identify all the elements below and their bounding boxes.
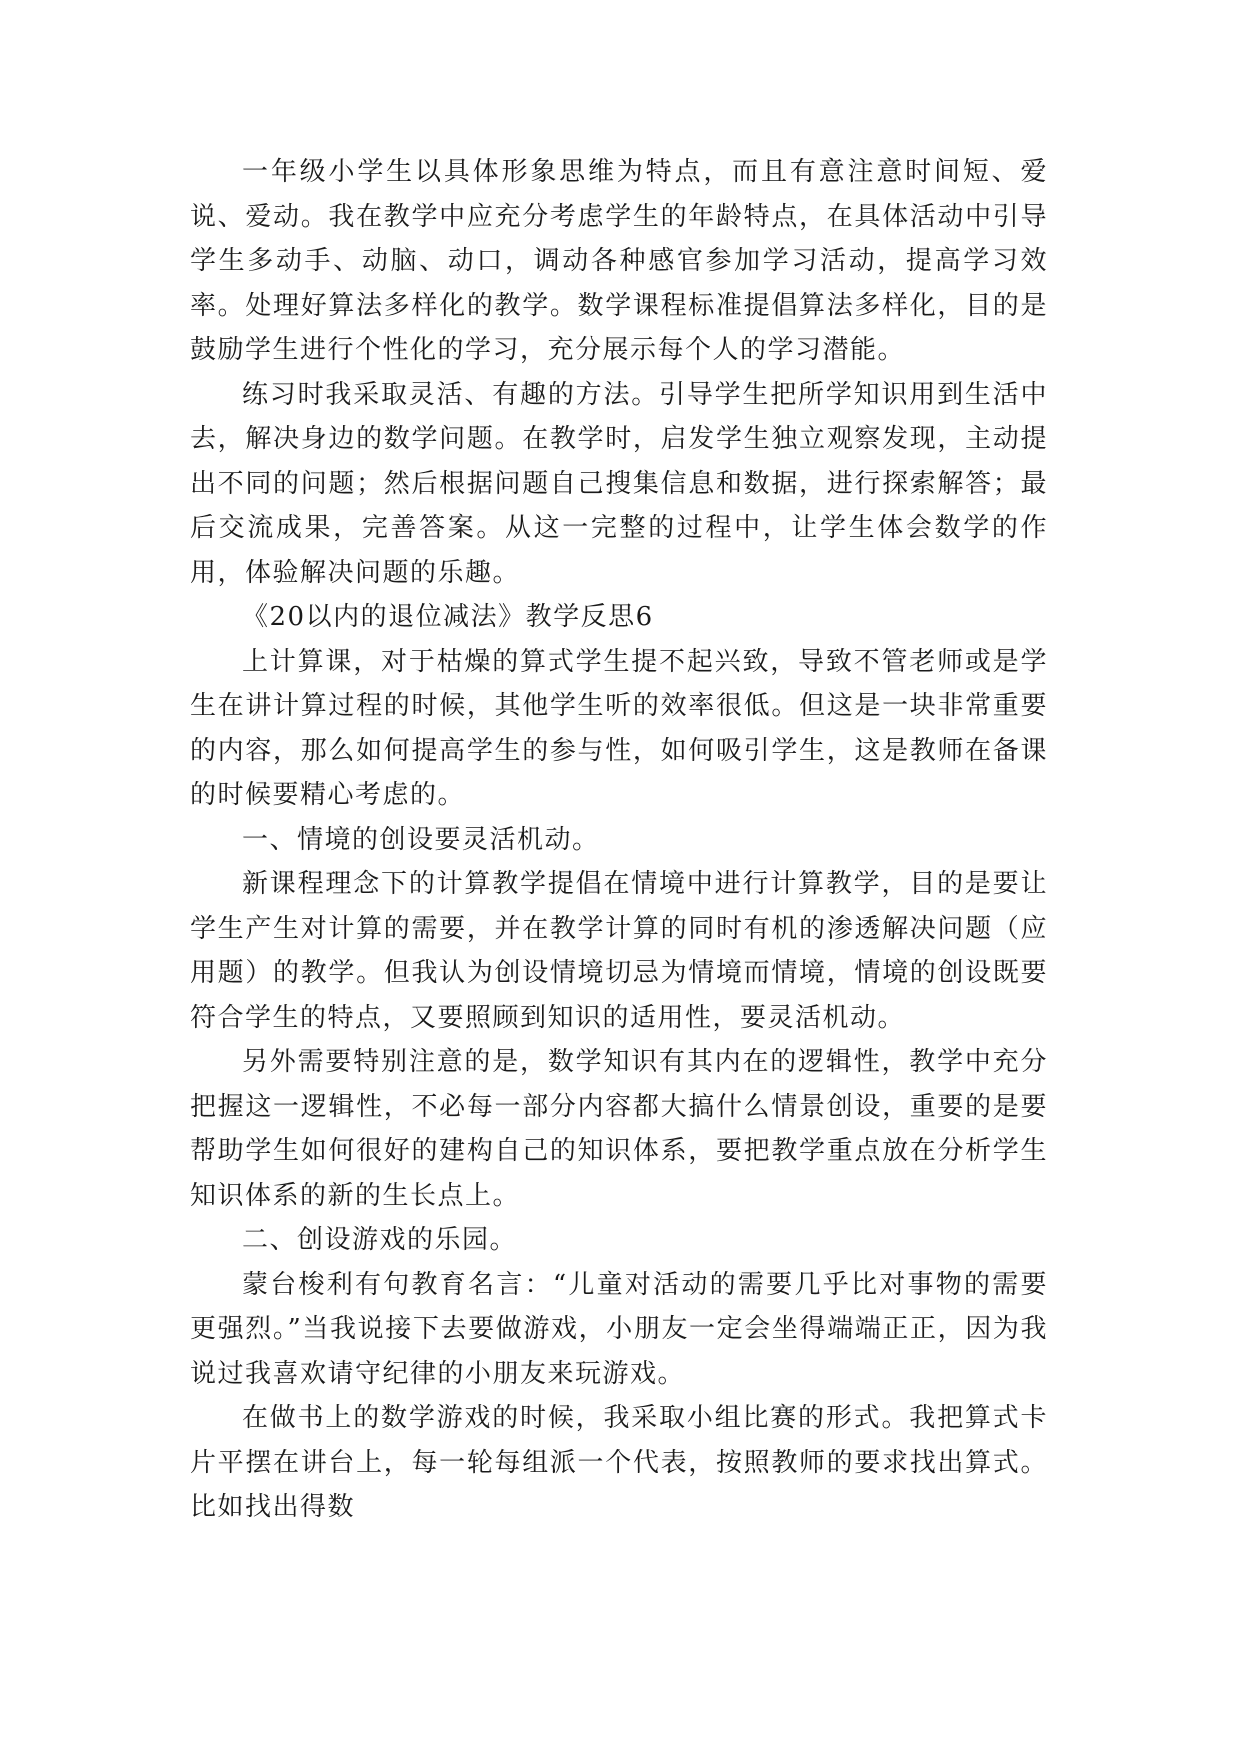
document-body xyxy=(190,150,1048,1530)
paragraph-1: 一年级小学生以具体形象思维为特点，而且有意注意时间短、爱说、爱动。我在教学中应充分考虑学生的年龄特点，在具体活动中引导学生多动手、动脑、动口，调动各种感官参加学习活动，提高学习效率。处理好算法多样化的教学。数学课程标准提倡算法多样化，目的是鼓励学生进行个性化的学习，充分展示每个人的学习潜能。 xyxy=(190,157,1048,365)
paragraph-6: 蒙台梭利有句教育名言：“儿童对活动的需要几乎比对事物的需要更强烈。”当我说接下去要做游戏，小朋友一定会坐得端端正正，因为我说过我喜欢请守纪律的小朋友来玩游戏。 xyxy=(190,1269,1048,1389)
heading-1: 一、情境的创设要灵活机动。 xyxy=(242,824,600,855)
heading-2: 二、创设游戏的乐园。 xyxy=(242,1225,518,1255)
paragraph-5: 另外需要特别注意的是，数学知识有其内在的逻辑性，教学中充分把握这一逻辑性，不必每一部分内容都大搞什么情景创设，重要的是要帮助学生如何很好的建构自己的知识体系，要把教学重点放在分析学生知识体系的新的生长点上。 xyxy=(190,1047,1048,1211)
paragraph-2: 练习时我采取灵活、有趣的方法。引导学生把所学知识用到生活中去，解决身边的数学问题。在教学时，启发学生独立观察发现，主动提出不同的问题；然后根据问题自己搜集信息和数据，进行探索解答；最后交流成果，完善答案。从这一完整的过程中，让学生体会数学的作用，体验解决问题的乐趣。 xyxy=(190,379,1048,588)
paragraph-4: 新课程理念下的计算教学提倡在情境中进行计算教学，目的是要让学生产生对计算的需要，并在教学计算的同时有机的渗透解决问题（应用题）的教学。但我认为创设情境切忌为情境而情境，情境的创设既要符合学生的特点，又要照顾到知识的适用性，要灵活机动。 xyxy=(190,869,1048,1033)
section-title: 《20以内的退位减法》教学反思6 xyxy=(242,602,654,632)
paragraph-3: 上计算课，对于枯燥的算式学生提不起兴致，导致不管老师或是学生在讲计算过程的时候，其他学生听的效率很低。但这是一块非常重要的内容，那么如何提高学生的参与性，如何吸引学生，这是教师在备课的时候要精心考虑的。 xyxy=(190,646,1048,810)
paragraph-7: 在做书上的数学游戏的时候，我采取小组比赛的形式。我把算式卡片平摆在讲台上，每一轮每组派一个代表，按照教师的要求找出算式。比如找出得数 xyxy=(190,1403,1048,1522)
